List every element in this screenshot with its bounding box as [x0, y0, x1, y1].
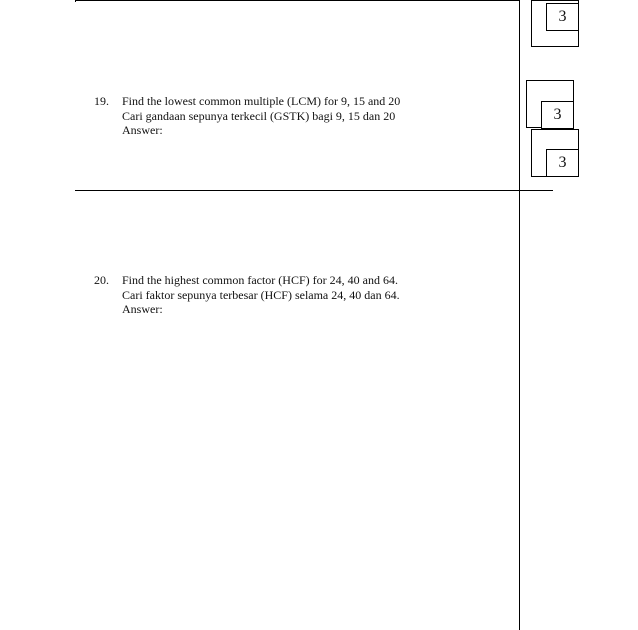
question-text-english: Find the lowest common multiple (LCM) for 9, 15 and 20 [122, 94, 401, 108]
question-separator-rule [75, 190, 553, 191]
question-19 [94, 94, 504, 138]
mark-value-middle-lower: 3 [558, 154, 567, 171]
question-body [122, 273, 400, 317]
mark-column-divider [519, 0, 520, 630]
answer-label: Answer: [122, 123, 163, 137]
mark-box-top [546, 3, 579, 31]
question-text-english: Find the highest common factor (HCF) for 24, 40 and 64. [122, 273, 398, 287]
question-number: 20. [94, 273, 109, 287]
question-number: 19. [94, 94, 109, 108]
answer-label: Answer: [122, 302, 163, 316]
mark-box-middle-lower [546, 149, 579, 177]
mark-value-middle-upper: 3 [553, 106, 562, 123]
question-text-malay: Cari faktor sepunya terbesar (HCF) selama 24, 40 dan 64. [122, 287, 400, 302]
question-20 [94, 273, 504, 317]
question-body [122, 94, 400, 138]
mark-box-middle-upper [541, 101, 574, 129]
question-text-malay: Cari gandaan sepunya terkecil (GSTK) bagi 9, 15 dan 20 [122, 108, 396, 123]
mark-value-top: 3 [558, 8, 567, 25]
top-rule [75, 0, 519, 1]
